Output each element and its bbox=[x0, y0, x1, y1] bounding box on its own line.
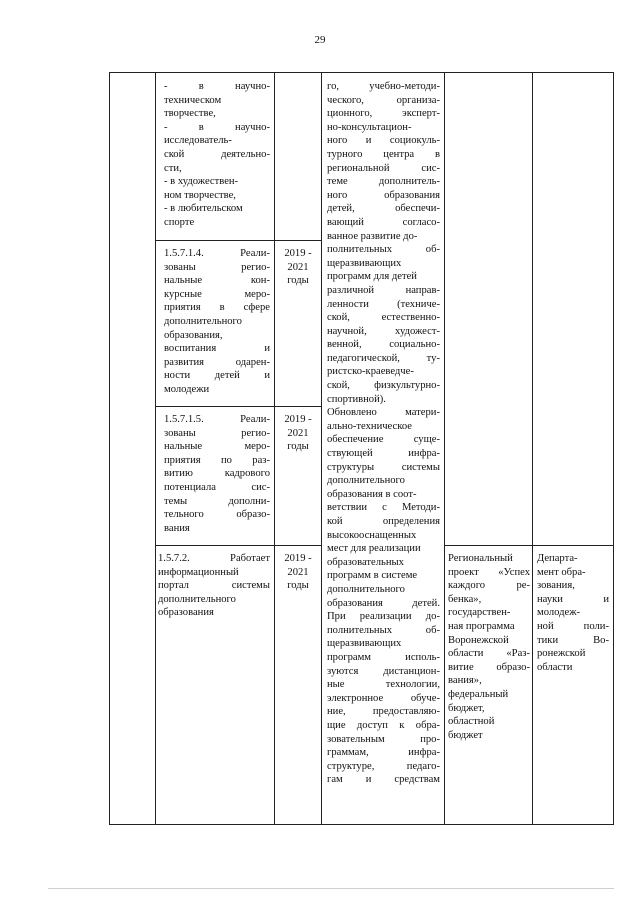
result-text-line: образования в соот- bbox=[327, 488, 417, 500]
text-line: зования, bbox=[537, 580, 575, 592]
text-line: творчестве, bbox=[164, 108, 216, 120]
text-line: бенка», bbox=[448, 593, 482, 605]
text-line: образования bbox=[158, 607, 214, 619]
text-line: темы дополни- bbox=[164, 495, 270, 507]
text-line: - в любительском bbox=[164, 203, 243, 215]
text-line: 2019 - bbox=[284, 414, 312, 425]
text-line: молодеж- bbox=[537, 607, 581, 619]
result-text-line: образования детей. bbox=[327, 597, 440, 609]
text-line: годы bbox=[287, 580, 309, 592]
text-line: ронежской bbox=[537, 648, 586, 660]
result-text-line: ческого, организа- bbox=[327, 94, 440, 106]
text-line: ной поли- bbox=[537, 620, 609, 632]
row-1-5-7-1-5-task-cell bbox=[164, 413, 270, 535]
result-text-line: ванное развитие до- bbox=[327, 230, 418, 242]
text-line: каждого ре- bbox=[448, 580, 530, 592]
result-text-line: гам и средствам bbox=[327, 774, 440, 786]
text-line: 1.5.7.2. Работает bbox=[158, 553, 270, 564]
footer-rule bbox=[48, 888, 614, 889]
text-line: тики Во- bbox=[537, 634, 609, 646]
result-text-line: детей, обеспечи- bbox=[327, 203, 440, 215]
result-text-line: образовательных bbox=[327, 556, 404, 568]
text-line: федеральный bbox=[448, 688, 509, 700]
text-line: годы bbox=[287, 275, 309, 287]
text-line: курсные меро- bbox=[164, 288, 270, 300]
result-text-line: теме дополнитель- bbox=[327, 176, 440, 188]
result-text-line: региональной сис- bbox=[327, 162, 440, 174]
text-line: вания bbox=[164, 522, 190, 534]
text-line: портал системы bbox=[158, 580, 270, 592]
text-line: 1.5.7.1.4. Реали- bbox=[164, 248, 270, 259]
result-text-line: программ исполь- bbox=[327, 651, 440, 663]
text-line: 2021 bbox=[287, 261, 309, 273]
text-line: витию кадрового bbox=[164, 468, 270, 480]
result-text-line: программ в системе bbox=[327, 570, 418, 582]
result-text-line: турного центра в bbox=[327, 148, 440, 160]
result-text-line: ветствии с Методи- bbox=[327, 502, 440, 514]
row-cont-task-cell bbox=[164, 80, 270, 230]
text-line: дополнительного bbox=[164, 315, 242, 327]
text-line: спорте bbox=[164, 216, 195, 228]
result-text-line: При реализации до- bbox=[327, 611, 440, 623]
text-line: 2019 - bbox=[284, 248, 312, 259]
result-text-line: дополнительного bbox=[327, 583, 405, 595]
result-text-line: щеразвивающих bbox=[327, 257, 402, 269]
result-text-line: педагогической, ту- bbox=[327, 352, 440, 364]
text-line: Воронежской bbox=[448, 634, 509, 646]
result-text-line: высокооснащенных bbox=[327, 529, 417, 541]
result-text-line: полнительных об- bbox=[327, 624, 440, 636]
expected-result-cell bbox=[327, 80, 440, 787]
page-number: 29 bbox=[314, 34, 326, 46]
result-text-line: ционного, эксперт- bbox=[327, 108, 440, 120]
text-line: вания», bbox=[448, 675, 482, 687]
text-line: техническом bbox=[164, 94, 222, 106]
text-line: нальные кон- bbox=[164, 275, 270, 287]
result-text-line: ние, предоставляю- bbox=[327, 706, 440, 718]
text-line: бюджет, bbox=[448, 702, 485, 714]
text-line: - в научно- bbox=[164, 121, 270, 133]
text-line: области «Раз- bbox=[448, 648, 530, 660]
text-line: приятия в сфере bbox=[164, 302, 270, 314]
result-text-line: спортивной). bbox=[327, 393, 386, 405]
result-text-line: ской, естественно- bbox=[327, 312, 440, 324]
text-line: ная программа bbox=[448, 620, 515, 632]
result-text-line: ного образования bbox=[327, 189, 440, 201]
text-line: ности детей и bbox=[164, 370, 270, 382]
text-line: витие образо- bbox=[448, 661, 530, 673]
result-text-line: ствующей инфра- bbox=[327, 448, 440, 460]
result-text-line: венной, социально- bbox=[327, 339, 440, 351]
text-line: 2019 - bbox=[284, 553, 312, 564]
text-line: государствен- bbox=[448, 607, 511, 619]
row-1-5-7-2-executor-cell bbox=[537, 552, 609, 674]
result-text-line: зуются дистанцион- bbox=[327, 665, 440, 677]
result-text-line: но-консультацион- bbox=[327, 121, 412, 133]
result-text-line: граммам, инфра- bbox=[327, 747, 440, 759]
text-line: приятия по раз- bbox=[164, 454, 270, 466]
result-text-line: обеспечение суще- bbox=[327, 434, 440, 446]
text-line: 1.5.7.1.5. Реали- bbox=[164, 414, 270, 425]
result-text-line: полнительных об- bbox=[327, 244, 440, 256]
text-line: дополнительного bbox=[158, 593, 236, 605]
row-1-5-7-1-4-task-cell bbox=[164, 247, 270, 397]
result-text-line: различной направ- bbox=[327, 284, 440, 296]
text-line: - в научно- bbox=[164, 81, 270, 92]
text-line: потенциала сис- bbox=[164, 481, 270, 493]
result-text-line: структуры системы bbox=[327, 461, 440, 473]
result-text-line: программ для детей bbox=[327, 271, 417, 283]
result-text-line: ально-техническое bbox=[327, 420, 412, 432]
result-text-line: научной, художест- bbox=[327, 325, 440, 337]
result-text-line: зовательным про- bbox=[327, 733, 440, 745]
text-line: науки и bbox=[537, 593, 609, 605]
text-line: воспитания и bbox=[164, 343, 270, 355]
text-line: бюджет bbox=[448, 729, 483, 741]
text-line: областной bbox=[448, 716, 495, 728]
text-line: тельного образо- bbox=[164, 509, 270, 521]
text-line: молодежи bbox=[164, 383, 210, 395]
result-text-line: кой определения bbox=[327, 516, 440, 527]
row-1-5-7-2-task-cell bbox=[158, 552, 270, 620]
text-line: Департа- bbox=[537, 553, 578, 564]
result-text-line: мест для реализации bbox=[327, 543, 421, 555]
text-line: нальные меро- bbox=[164, 441, 270, 453]
text-line: - в художествен- bbox=[164, 176, 239, 188]
row-1-5-7-2-funding-source-cell bbox=[448, 552, 530, 742]
text-line: исследователь- bbox=[164, 135, 232, 147]
text-line: 2021 bbox=[287, 566, 309, 578]
text-line: ской деятельно- bbox=[164, 148, 270, 160]
result-text-line: вающий согласо- bbox=[327, 216, 440, 228]
result-text-line: ской, физкультурно- bbox=[327, 380, 440, 392]
result-text-line: ристско-краеведче- bbox=[327, 366, 414, 378]
result-text-line: дополнительного bbox=[327, 475, 405, 487]
text-line: зованы регио- bbox=[164, 427, 270, 439]
result-text-line: электронное обуче- bbox=[327, 692, 440, 704]
text-line: 2021 bbox=[287, 427, 309, 439]
result-text-line: го, учебно-методи- bbox=[327, 81, 440, 92]
text-line: зованы регио- bbox=[164, 261, 270, 273]
text-line: годы bbox=[287, 441, 309, 453]
text-line: области bbox=[537, 661, 573, 673]
result-text-line: ные технологии, bbox=[327, 679, 440, 691]
text-line: мент обра- bbox=[537, 566, 586, 578]
row-1-5-7-2-period-cell bbox=[276, 552, 320, 593]
text-line: ном творчестве, bbox=[164, 189, 236, 201]
result-text-line: щие доступ к обра- bbox=[327, 719, 440, 731]
result-text-line: структуре, педаго- bbox=[327, 760, 440, 772]
text-line: информационный bbox=[158, 566, 239, 578]
row-1-5-7-1-5-period-cell bbox=[276, 413, 320, 454]
result-text-line: ленности (техниче- bbox=[327, 298, 440, 310]
row-1-5-7-1-4-period-cell bbox=[276, 247, 320, 288]
text-line: образования, bbox=[164, 329, 223, 341]
text-line: Региональный bbox=[448, 553, 513, 564]
text-line: проект «Успех bbox=[448, 566, 530, 578]
text-line: сти, bbox=[164, 162, 182, 174]
result-text-line: Обновлено матери- bbox=[327, 407, 440, 419]
text-line: развития одарен- bbox=[164, 356, 270, 368]
result-text-line: щеразвивающих bbox=[327, 638, 402, 650]
result-text-line: ного и социокуль- bbox=[327, 135, 440, 147]
